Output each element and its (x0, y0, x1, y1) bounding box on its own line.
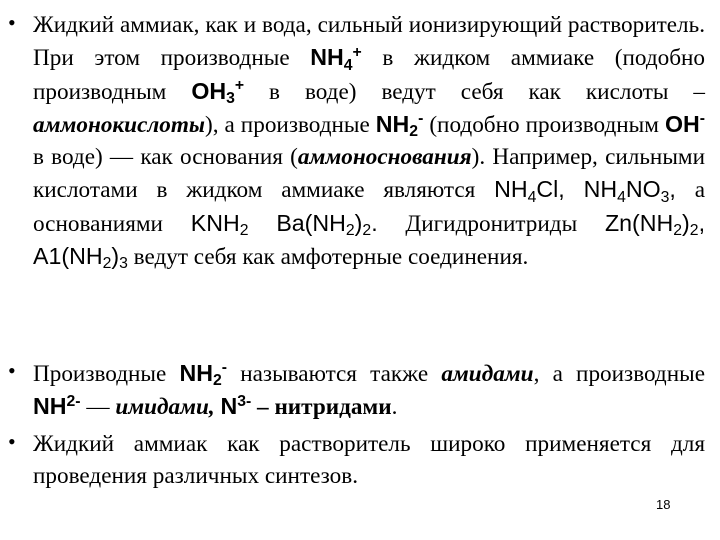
formula-part: , (669, 176, 676, 203)
text-segment: называются также (227, 361, 442, 387)
formula-part: , (698, 209, 706, 236)
formula-part: NO (625, 176, 661, 203)
formula-subscript: 3 (119, 255, 128, 273)
text-segment: в воде) ведут себя как кислоты – (244, 78, 705, 105)
formula-nh2-minus (375, 110, 424, 141)
formula-subscript: 4 (617, 188, 626, 206)
formula-subscript: 2 (239, 222, 249, 240)
formula-main: NH (375, 110, 410, 137)
formula-subscript: 2 (212, 372, 222, 390)
formula-part: ) (111, 243, 120, 270)
text-segment: (подобно производным (423, 111, 665, 138)
paragraph-amides (33, 357, 705, 424)
formula-subscript: 3 (226, 90, 235, 107)
formula-part: NH (494, 176, 528, 203)
text-segment: ), а производные (204, 111, 376, 138)
text-segment: Производные (33, 361, 180, 387)
formula-main: NH (33, 393, 67, 420)
text-segment (565, 177, 584, 203)
formula-part: Zn(NH (604, 209, 674, 236)
formula-nh2-minus (179, 359, 228, 390)
bullet-marker: • (8, 10, 16, 35)
formula-main: N (220, 393, 238, 420)
text-segment: , а производные (533, 361, 706, 387)
bullet-marker: • (8, 358, 16, 383)
formula-subscript: 2 (102, 255, 112, 273)
text-segment: в жидком аммиаке (подобно производным (33, 45, 706, 105)
formula-part: KNH (190, 209, 240, 236)
formula-superscript: + (234, 76, 245, 94)
text-segment: Жидкий аммиак, как и вода, сильный ионизирующий растворитель. При этом производные (33, 12, 705, 72)
formula-knh2 (190, 209, 249, 240)
formula-zn-nh2-2 (604, 209, 706, 240)
formula-subscript: 2 (673, 222, 683, 240)
formula-main: OH (191, 77, 227, 104)
formula-subscript: 4 (527, 188, 537, 206)
formula-part: A1(NH (33, 243, 103, 270)
formula-superscript: - (699, 110, 705, 128)
formula-part: ) (354, 209, 363, 236)
formula-main: OH (664, 110, 700, 137)
text-segment: — (80, 394, 116, 421)
formula-n-3minus (220, 393, 251, 419)
term-ammonobases: аммоноснования (297, 144, 472, 171)
formula-oh3-plus (191, 76, 245, 107)
formula-part: Cl, (536, 176, 565, 203)
formula-nh-2minus (33, 393, 81, 419)
formula-nh4cl (494, 176, 565, 206)
formula-nh4-plus (310, 43, 362, 74)
formula-subscript: 3 (660, 188, 670, 206)
formula-main: NH (179, 360, 213, 386)
text-segment: . (391, 394, 398, 421)
formula-subscript: 2 (345, 222, 355, 240)
text-segment: а основаниями (33, 177, 705, 237)
formula-subscript: 2 (362, 222, 372, 240)
formula-part: ) (682, 209, 690, 236)
formula-superscript: + (352, 43, 362, 61)
text-segment (249, 211, 277, 237)
formula-subscript: 2 (409, 123, 419, 141)
text-segment: ведут себя как амфотерные соединения. (127, 244, 529, 271)
term-nitrides: – нитридами (251, 394, 392, 421)
text-segment: в воде) — как основания ( (33, 144, 298, 171)
formula-superscript: - (418, 110, 424, 128)
paragraph-ammonia-solvent (33, 9, 705, 273)
bullet-marker: • (8, 429, 16, 454)
formula-superscript: - (221, 359, 228, 377)
formula-nh4no3 (583, 176, 676, 206)
term-imides: имидами, (115, 394, 215, 421)
text-segment: Дигидронитриды (377, 210, 605, 237)
formula-superscript: 2- (66, 392, 81, 410)
formula-superscript: 3- (237, 392, 252, 410)
formula-part: Ba(NH (276, 209, 346, 236)
formula-part: . (371, 209, 378, 236)
formula-subscript: 4 (343, 56, 353, 74)
term-ammonoacids: аммонокислоты (33, 111, 205, 138)
formula-al-nh2-3 (33, 243, 128, 273)
page-number: 18 (656, 497, 671, 512)
formula-part: NH (583, 176, 618, 203)
formula-main: NH (310, 44, 344, 71)
formula-subscript: 2 (689, 222, 699, 240)
term-amides: амидами (441, 361, 534, 387)
paragraph-applications: Жидкий аммиак как растворитель широко применяется для проведения различных синтезов. (33, 431, 705, 490)
formula-oh-minus (665, 111, 705, 137)
formula-ba-nh2-2 (276, 209, 378, 240)
text-segment: ). Например, сильными кислотами в жидком аммиаке являются (33, 144, 705, 204)
